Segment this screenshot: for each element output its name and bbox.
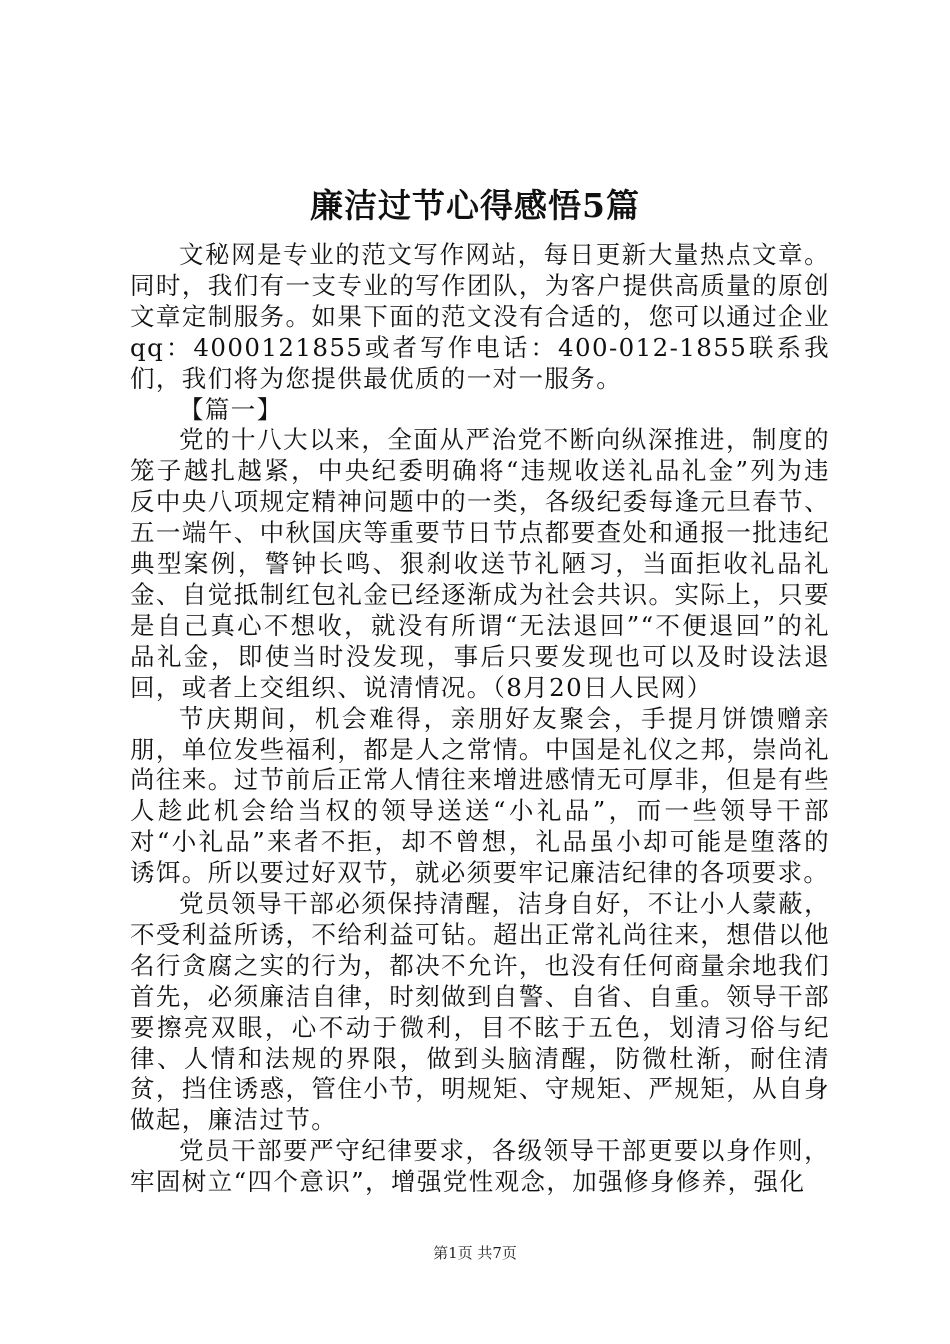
page-number-footer: 第1页 共7页 xyxy=(433,1244,517,1262)
paragraph: 党的十八大以来，全面从严治党不断向纵深推进，制度的笼子越扎越紧，中央纪委明确将“违规收送礼品礼金”列为违反中央八项规定精神问题中的一类，各级纪委每逢元旦春节、五一端午、中秋国庆等重要节日节点都要查处和通报一批违纪典型案例，警钟长鸣、狠刹收送节礼陋习，当面拒收礼品礼金、自觉抵制红包礼金已经逐渐成为社会共识。实际上，只要是自己真心不想收，就没有所谓“无法退回”“不便退回”的礼品礼金，即使当时没发现，事后只要发现也可以及时设法退回，或者上交组织、说清情况。（8月20日人民网） xyxy=(130,425,830,702)
document-title: 廉洁过节心得感悟5篇 xyxy=(310,186,640,225)
section-heading: 【篇一】 xyxy=(179,394,283,424)
paragraph: 节庆期间，机会难得，亲朋好友聚会，手提月饼馈赠亲朋，单位发些福利，都是人之常情。中国是礼仪之邦，崇尚礼尚往来。过节前后正常人情往来增进感情无可厚非，但是有些人趁此机会给当权的领导送送“小礼品”，而一些领导干部对“小礼品”来者不拒，却不曾想，礼品虽小却可能是堕落的诱饵。所以要过好双节，就必须要牢记廉洁纪律的各项要求。 xyxy=(130,703,830,888)
document-body xyxy=(130,240,830,1198)
paragraph: 党员干部要严守纪律要求，各级领导干部更要以身作则，牢固树立“四个意识”，增强党性观念，加强修身修养，强化 xyxy=(130,1136,830,1197)
paragraph-intro: 文秘网是专业的范文写作网站，每日更新大量热点文章。同时，我们有一支专业的写作团队，为客户提供高质量的原创文章定制服务。如果下面的范文没有合适的，您可以通过企业qq：4000121855或者写作电话：400-012-1855联系我们，我们将为您提供最优质的一对一服务。 xyxy=(130,240,830,393)
paragraph: 党员领导干部必须保持清醒，洁身自好，不让小人蒙蔽，不受利益所诱，不给利益可钻。超出正常礼尚往来，想借以他名行贪腐之实的行为，都决不允许，也没有任何商量余地我们首先，必须廉洁自律，时刻做到自警、自省、自重。领导干部要擦亮双眼，心不动于微利，目不眩于五色，划清习俗与纪律、人情和法规的界限，做到头脑清醒，防微杜渐，耐住清贫，挡住诱惑，管住小节，明规矩、守规矩、严规矩，从自身做起，廉洁过节。 xyxy=(130,889,830,1135)
